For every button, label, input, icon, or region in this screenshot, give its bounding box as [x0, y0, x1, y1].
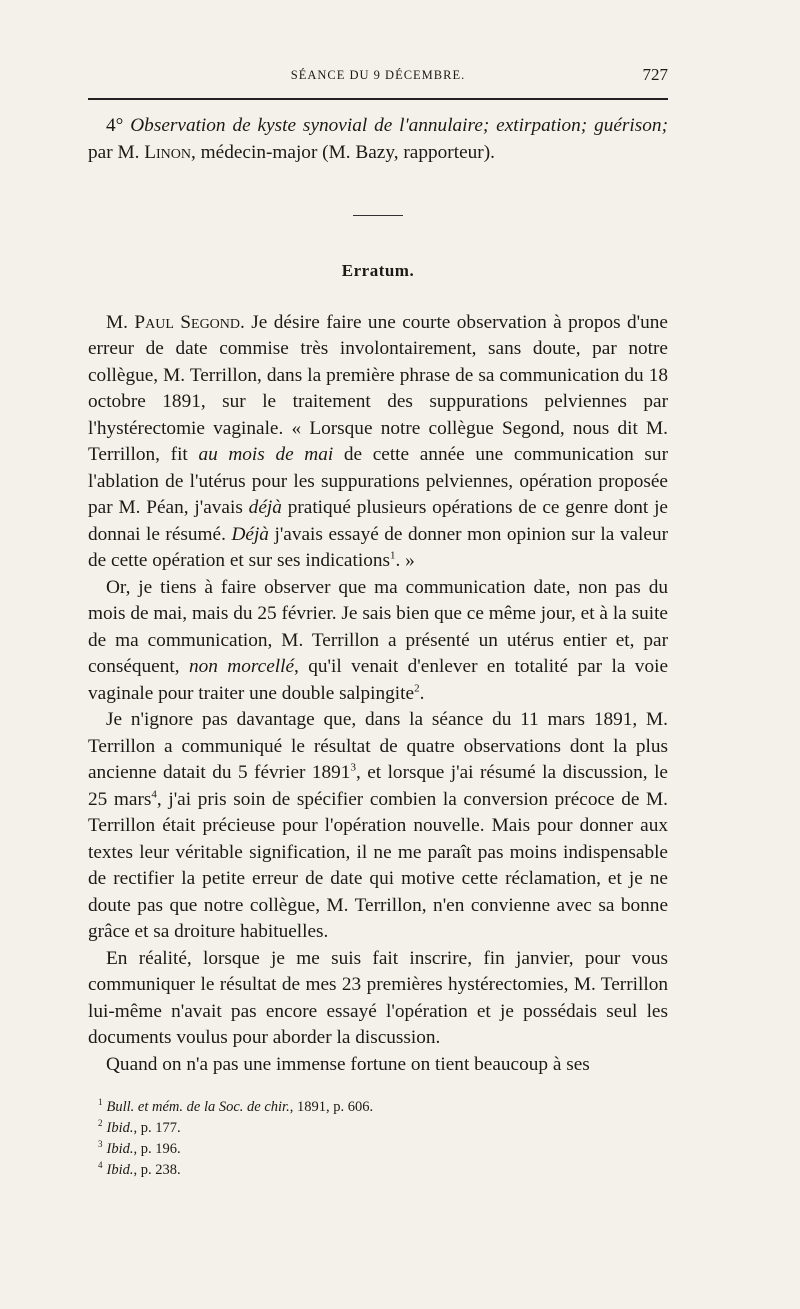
italic-run: non morcellé — [188, 656, 295, 677]
footnote — [98, 1160, 658, 1181]
header-rule — [88, 98, 668, 100]
observation-rest: , médecin-major (M. Bazy, rapporteur). — [191, 141, 495, 163]
text-run: Je désire faire une courte observation à propos d'une erreur de date commise très involontairement, sans doute, par notre collègue, M. Terrillon, dans la première phrase de sa communication du 18 octobre 1891, sur le traitement des suppurations pelviennes par l'hystérectomie vaginale. « Lorsque notre collègue Segond, nous dit M. Terrillon, fit — [88, 311, 668, 465]
footnote-ref: 4 — [151, 788, 157, 801]
footnote-number: 1 — [98, 1097, 103, 1108]
footnote-ref: 2 — [414, 682, 420, 695]
footnotes — [98, 1097, 658, 1181]
paragraph-5: Quand on n'a pas une immense fortune on tient beaucoup à ses — [106, 1053, 590, 1075]
footnote — [98, 1139, 658, 1160]
text-run: Je n'ignore pas davantage que, dans la séance du 11 mars 1891, M. Terrillon a communiqué le résultat de quatre observations dont la plus ancienne datait du 5 février 1891 — [88, 709, 668, 783]
text-run: pratiqué plusieurs opérations de ce genre dont je donnai le résumé. — [88, 497, 668, 545]
paragraph-2 — [88, 575, 668, 708]
footnote-rest: , p. 196. — [133, 1141, 181, 1157]
footnote — [98, 1118, 658, 1139]
author-name: Linon — [144, 141, 192, 163]
running-head: SÉANCE DU 9 DÉCEMBRE. — [290, 68, 466, 82]
observation-title: Observation de kyste synovial de l'annulaire; extirpation; guérison; — [130, 115, 668, 136]
footnote — [98, 1097, 658, 1118]
by-text: par M. — [88, 141, 145, 163]
text-run: . » — [395, 550, 415, 571]
paragraph-1 — [88, 310, 668, 575]
item-number: 4° — [106, 115, 124, 136]
text-run: j'avais essayé de donner mon opinion sur la valeur de cette opération et sur ses indications — [88, 523, 669, 571]
page-number: 727 — [642, 65, 668, 84]
footnote-ref: 3 — [350, 761, 356, 774]
footnote-source: Bull. et mém. de la Soc. de chir. — [106, 1099, 290, 1115]
text-run: Or, je tiens à faire observer que ma communication date, non pas du mois de mai, mais du 25 février. Je sais bien que ce même jour, et à la suite de ma communication, M. Terrillon a présenté un utérus entier et, par conséquent, — [88, 576, 668, 677]
italic-run: déjà — [248, 497, 282, 518]
paragraph-3 — [88, 707, 668, 946]
footnote-number: 2 — [98, 1118, 103, 1129]
footnote-rest: , p. 177. — [133, 1120, 181, 1136]
section-title: Erratum. — [341, 261, 415, 280]
footnote-ref: 1 — [389, 549, 396, 562]
footnote-number: 3 — [98, 1139, 103, 1150]
observation-item — [88, 113, 668, 166]
text-run: , et lorsque j'ai résumé la discussion, le 25 mars — [88, 762, 668, 810]
italic-run: au mois de mai — [198, 444, 334, 465]
footnote-source: Ibid. — [106, 1162, 134, 1178]
footnote-source: Ibid. — [106, 1120, 134, 1136]
text-run: , qu'il venait d'enlever en totalité par la voie vaginale pour traiter une double salpingite — [88, 656, 669, 704]
main-text — [88, 113, 668, 1078]
footnote-rest: , 1891, p. 606. — [289, 1099, 374, 1115]
speaker-name: M. Paul Segond. — [106, 311, 245, 333]
text-run: . — [419, 682, 425, 704]
text-run: , j'ai pris soin de spécifier combien la conversion précoce de M. Terrillon était précieuse pour l'opération nouvelle. Mais pour donner aux textes leur véritable signification, il ne me paraît pas moins indispensable de rectifier la petite erreur de date qui motive cette réclamation, et je ne doute pas que notre collègue, M. Terrillon, n'en convienne avec sa bonne grâce et sa droiture habituelles. — [88, 788, 668, 942]
footnote-rest: , p. 238. — [133, 1162, 181, 1178]
italic-run: Déjà — [231, 523, 269, 545]
page-header — [88, 64, 668, 86]
footnote-source: Ibid. — [106, 1141, 134, 1157]
paragraph-4: En réalité, lorsque je me suis fait inscrire, fin janvier, pour vous communiquer le résultat de mes 23 premières hystérectomies, M. Terrillon lui-même n'avait pas encore essayé l'opération et je possédais seul les documents voulus pour aborder la discussion. — [88, 947, 668, 1048]
section-separator — [353, 215, 403, 216]
text-run: de cette année une communication sur l'ablation de l'utérus pour les suppurations pelviennes, opération proposée par M. Péan, j'avais — [88, 444, 668, 518]
footnote-number: 4 — [98, 1160, 103, 1171]
